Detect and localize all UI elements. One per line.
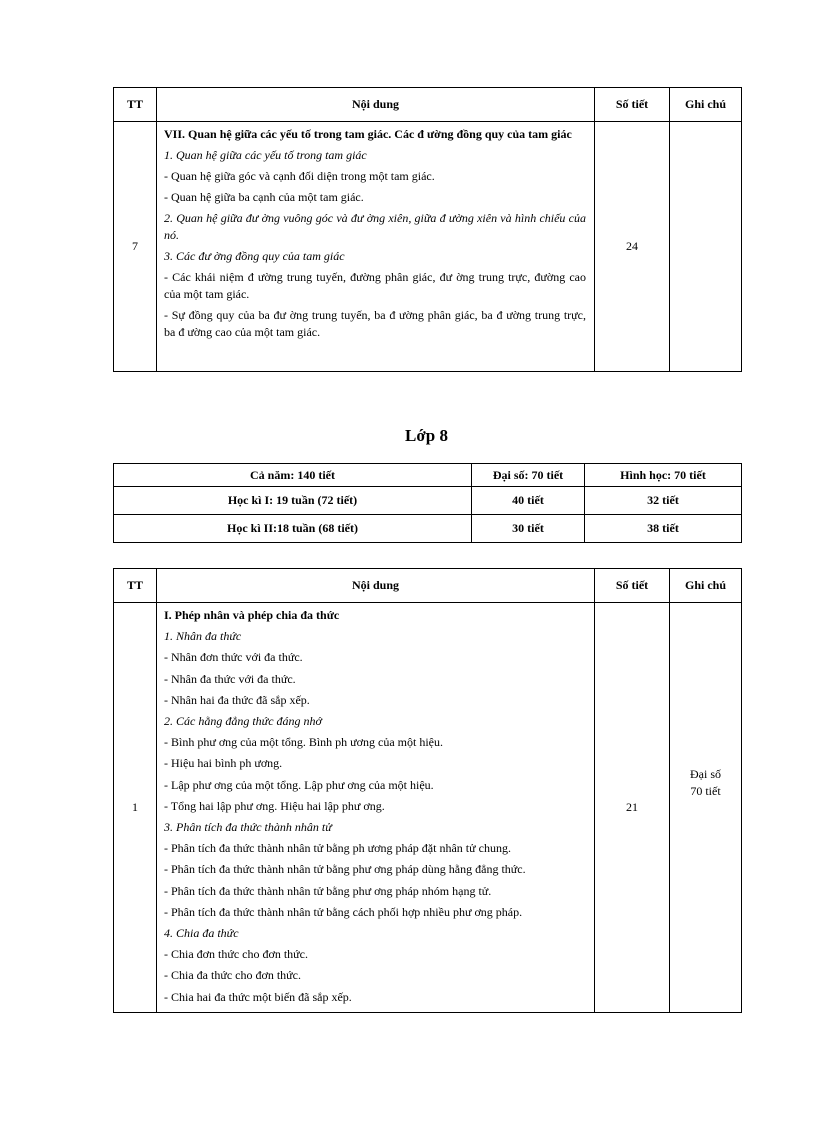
list-item: - Nhân đa thức với đa thức. [164, 671, 296, 686]
header-noi-dung: Nội dung [157, 569, 595, 603]
list-item: - Chia hai đa thức một biến đã sắp xếp. [164, 989, 352, 1004]
row-tt: 7 [114, 122, 157, 372]
table-row [114, 603, 742, 1013]
list-item: - Phân tích đa thức thành nhân tử bằng cách phối hợp nhiều phư ơng pháp. [164, 904, 523, 919]
table-header-row [114, 569, 742, 603]
chapter-heading: I. Phép nhân và phép chia đa thức [164, 608, 340, 622]
class-title: Lớp 8 [405, 426, 448, 445]
header-tt: TT [114, 88, 157, 122]
section-heading: 3. Các đư ờng đồng quy của tam giác [164, 249, 345, 263]
list-item: - Sự đồng quy của ba đư ờng trung tuyến, ba đ ường phân giác, ba đ ường trung trực, ba đ ường cao của một tam giác. [164, 308, 586, 339]
summary-hinh-hoc: 32 tiết [585, 487, 742, 515]
list-item: - Quan hệ giữa ba cạnh của một tam giác. [164, 190, 364, 204]
header-tt: TT [114, 569, 157, 603]
list-item: - Các khái niệm đ ường trung tuyến, đường phân giác, đư ờng trung trực, đường cao của một tam giác. [164, 270, 586, 301]
summary-dai-so: 30 tiết [472, 515, 585, 543]
curriculum-table-grade7 [113, 87, 742, 372]
row-tt: 1 [114, 603, 157, 1013]
list-item: - Nhân đơn thức với đa thức. [164, 650, 303, 665]
header-ghi-chu: Ghi chú [670, 569, 742, 603]
summary-row [114, 487, 742, 515]
row-ghi-chu [670, 603, 742, 1013]
summary-hinh-hoc: Hình học: 70 tiết [585, 464, 742, 487]
summary-table [113, 463, 742, 543]
summary-dai-so: 40 tiết [472, 487, 585, 515]
header-so-tiet: Số tiết [595, 88, 670, 122]
summary-dai-so: Đại số: 70 tiết [472, 464, 585, 487]
list-item: - Quan hệ giữa góc và cạnh đối diện trong một tam giác. [164, 169, 435, 183]
curriculum-table-grade8 [113, 568, 742, 1013]
section-heading: 3. Phân tích đa thức thành nhân tử [164, 820, 332, 835]
header-ghi-chu: Ghi chú [670, 88, 742, 122]
list-item: - Tổng hai lập phư ơng. Hiệu hai lập phư ơng. [164, 798, 385, 813]
ghi-chu-line: 70 tiết [690, 783, 721, 798]
list-item: - Chia đa thức cho đơn thức. [164, 968, 301, 983]
summary-semester-label: Học kì II:18 tuần (68 tiết) [114, 515, 472, 543]
header-noi-dung: Nội dung [157, 88, 595, 122]
section-heading: 2. Các hằng đẳng thức đáng nhớ [164, 714, 322, 729]
section-heading: 2. Quan hệ giữa đư ờng vuông góc và đư ờng xiên, giữa đ ường xiên và hình chiếu của nó. [164, 211, 586, 242]
summary-hinh-hoc: 38 tiết [585, 515, 742, 543]
row-so-tiet: 21 [595, 603, 670, 1013]
list-item: - Lập phư ơng của một tổng. Lập phư ơng của một hiệu. [164, 777, 434, 792]
summary-total: Cả năm: 140 tiết [114, 464, 472, 487]
list-item: - Phân tích đa thức thành nhân tử bằng phư ơng pháp nhóm hạng tử. [164, 883, 492, 898]
list-item: - Phân tích đa thức thành nhân tử bằng phư ơng pháp dùng hằng đẳng thức. [164, 862, 526, 877]
chapter-heading: VII. Quan hệ giữa các yếu tố trong tam giác. Các đ ường đồng quy của tam giác [164, 127, 572, 141]
section-heading: 1. Quan hệ giữa các yếu tố trong tam giác [164, 148, 367, 162]
list-item: - Phân tích đa thức thành nhân tử bằng ph ương pháp đặt nhân tử chung. [164, 841, 511, 856]
ghi-chu-line: Đại số [690, 766, 721, 781]
list-item: - Hiệu hai bình ph ương. [164, 756, 283, 771]
summary-row [114, 464, 742, 487]
row-content [157, 603, 595, 1013]
header-so-tiet: Số tiết [595, 569, 670, 603]
list-item: - Chia đơn thức cho đơn thức. [164, 947, 309, 962]
list-item: - Bình phư ơng của một tổng. Bình ph ương của một hiệu. [164, 735, 444, 750]
table-row [114, 122, 742, 372]
summary-row [114, 515, 742, 543]
list-item: - Nhân hai đa thức đã sắp xếp. [164, 692, 310, 707]
summary-semester-label: Học kì I: 19 tuần (72 tiết) [114, 487, 472, 515]
row-so-tiet: 24 [595, 122, 670, 372]
row-content [157, 122, 595, 372]
section-heading: 4. Chia đa thức [164, 926, 239, 941]
row-ghi-chu [670, 122, 742, 372]
table-header-row [114, 88, 742, 122]
section-heading: 1. Nhân đa thức [164, 629, 242, 644]
